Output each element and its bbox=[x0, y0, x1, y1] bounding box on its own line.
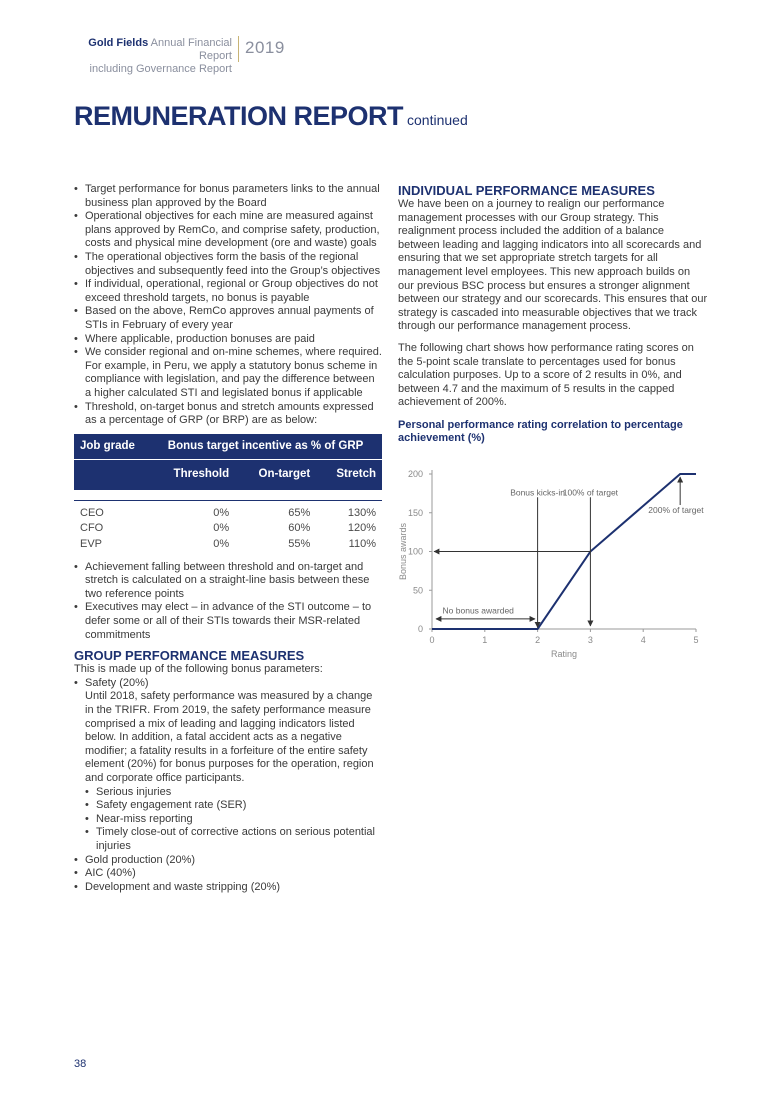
list-item: • If individual, operational, regional or Group objectives do not exceed threshold targets, no bonus is payable bbox=[74, 278, 382, 305]
col-group-bonus-target: Bonus target incentive as % of GRP bbox=[149, 434, 382, 460]
page-title bbox=[74, 101, 468, 132]
safety-indicators-list bbox=[85, 786, 382, 854]
target-200-label: 200% of target bbox=[648, 504, 704, 515]
cell-threshold: 0% bbox=[213, 522, 230, 535]
list-item: • Threshold, on-target bonus and stretch amounts expressed as a percentage of GRP (or BRP) are as below: bbox=[74, 401, 382, 428]
no-bonus-label: No bonus awarded bbox=[442, 605, 514, 616]
cell-on-target: 60% bbox=[288, 522, 311, 535]
cell-threshold: 0% bbox=[213, 538, 230, 551]
kicks-in-label: Bonus kicks-in bbox=[510, 487, 566, 498]
x-tick-label: 2 bbox=[535, 634, 541, 645]
report-line1: Annual Financial Report bbox=[150, 37, 232, 62]
cell-on-target: 55% bbox=[288, 538, 311, 551]
bonus-target-table bbox=[74, 434, 382, 553]
col-on-target: On-target bbox=[235, 460, 316, 490]
rating-chart bbox=[398, 452, 708, 672]
list-item: • Achievement falling between threshold and on-target and stretch is calculated on a straight-line basis between these two reference points bbox=[74, 561, 382, 602]
list-item: • Gold production (20%) bbox=[74, 854, 382, 868]
list-item: • Executives may elect – in advance of the STI outcome – to defer some or all of their STIs towards their MSR-related commitments bbox=[74, 601, 382, 642]
list-item: • Safety engagement rate (SER) bbox=[85, 799, 382, 813]
header-divider bbox=[238, 36, 239, 62]
table-notes-list bbox=[74, 561, 382, 643]
bonus-rules-list bbox=[74, 183, 382, 428]
list-item: • Timely close-out of corrective actions on serious potential injuries bbox=[85, 826, 382, 853]
cell-grade: CEO bbox=[80, 506, 104, 519]
cell-stretch: 120% bbox=[347, 522, 376, 535]
cell-threshold: 0% bbox=[213, 506, 230, 519]
individual-measures-para1: We have been on a journey to realign our performance management processes with our Group strategy. This realignment process included the addition of a balance between leading and lagging indicators into all scorecards and ensuring that we set appropriate stretch targets for all management level employees. This new approach builds on our previous BSC process but ensures a stronger alignment between our strategy and our scorecards. This ensures that our strategy is cascaded into measurable objectives that we track through our performance management process. bbox=[398, 198, 708, 333]
list-item: • AIC (40%) bbox=[74, 867, 382, 881]
list-item: • Serious injuries bbox=[85, 786, 382, 800]
cell-grade: EVP bbox=[80, 538, 103, 551]
cell-stretch: 130% bbox=[347, 506, 376, 519]
col-stretch: Stretch bbox=[316, 460, 382, 490]
group-measures-intro: This is made up of the following bonus parameters: bbox=[74, 663, 323, 676]
report-brand bbox=[56, 37, 232, 76]
brand-name: Gold Fields bbox=[88, 37, 149, 49]
chart-title: Personal performance rating correlation to percentage achievement (%) bbox=[398, 418, 683, 445]
y-tick-label: 200 bbox=[407, 468, 423, 479]
list-item bbox=[74, 677, 382, 854]
list-item: • Based on the above, RemCo approves annual payments of STIs in February of every year bbox=[74, 305, 382, 332]
left-column bbox=[74, 183, 382, 894]
y-tick-label: 150 bbox=[407, 507, 423, 518]
list-item: • Near-miss reporting bbox=[85, 813, 382, 827]
safety-label: Safety (20%) bbox=[85, 676, 149, 689]
list-item: • We consider regional and on-mine schemes, where required. For example, in Peru, we apply a statutory bonus scheme in compliance with legislation, and pay the difference between a higher calculated STI and legislated bonus if applicable bbox=[74, 346, 382, 400]
safety-description: Until 2018, safety performance was measured by a change in the TRIFR. From 2019, the safety performance measure comprised a mix of leading and lagging indicators listed below. In addition, a fatal accident acts as a negative modifier; a fatality results in a forfeiture of the entire safety element (20%) for bonus purposes for the operation, region and corporate office participants. bbox=[85, 690, 374, 784]
x-tick-label: 1 bbox=[482, 634, 488, 645]
y-tick-label: 50 bbox=[412, 585, 423, 596]
list-item: • The operational objectives form the basis of the regional objectives and subsequently feed into the Group’s objectives bbox=[74, 251, 382, 278]
col-empty bbox=[74, 460, 149, 490]
list-item: • Operational objectives for each mine are measured against plans approved by RemCo, and comprise safety, production, costs and physical mine development (ore and waste) goals bbox=[74, 210, 382, 251]
list-item: • Target performance for bonus parameters links to the annual business plan approved by the Board bbox=[74, 183, 382, 210]
x-tick-label: 4 bbox=[640, 634, 646, 645]
x-axis-label: Rating bbox=[550, 648, 578, 659]
page-number: 38 bbox=[74, 1058, 87, 1070]
list-item: • Where applicable, production bonuses are paid bbox=[74, 333, 382, 347]
group-measures-heading: GROUP PERFORMANCE MEASURES bbox=[74, 648, 305, 664]
y-axis-label: Bonus awards bbox=[398, 522, 408, 580]
report-line2: including Governance Report bbox=[89, 63, 232, 75]
cell-grade: CFO bbox=[80, 522, 104, 535]
target-100-label: 100% of target bbox=[562, 487, 619, 498]
individual-measures-para2: The following chart shows how performance rating scores on the 5-point scale translate to percentages used for bonus calculation purposes. Up to a score of 2 results in 0%, and between 4.7 and the maximum of 5 results in the capped achievement of 200%. bbox=[398, 341, 694, 409]
group-parameters-list bbox=[74, 677, 382, 895]
cell-stretch: 110% bbox=[348, 538, 376, 551]
report-year: 2019 bbox=[245, 38, 285, 57]
x-tick-label: 0 bbox=[429, 634, 435, 645]
table-row bbox=[74, 521, 382, 537]
individual-measures-heading: INDIVIDUAL PERFORMANCE MEASURES bbox=[398, 183, 655, 198]
rating-chart-svg bbox=[398, 452, 708, 672]
x-tick-label: 3 bbox=[587, 634, 593, 645]
page-title-main: REMUNERATION REPORT bbox=[74, 101, 404, 131]
x-tick-label: 5 bbox=[693, 634, 699, 645]
cell-on-target: 65% bbox=[288, 506, 311, 519]
y-tick-label: 100 bbox=[407, 546, 423, 557]
col-threshold: Threshold bbox=[149, 460, 235, 490]
y-tick-label: 0 bbox=[417, 623, 423, 634]
col-job-grade: Job grade bbox=[74, 434, 149, 460]
right-column bbox=[398, 183, 708, 672]
page-title-suffix: continued bbox=[407, 112, 468, 128]
table-row bbox=[74, 537, 382, 553]
list-item: • Development and waste stripping (20%) bbox=[74, 881, 382, 895]
table-row bbox=[74, 500, 382, 521]
